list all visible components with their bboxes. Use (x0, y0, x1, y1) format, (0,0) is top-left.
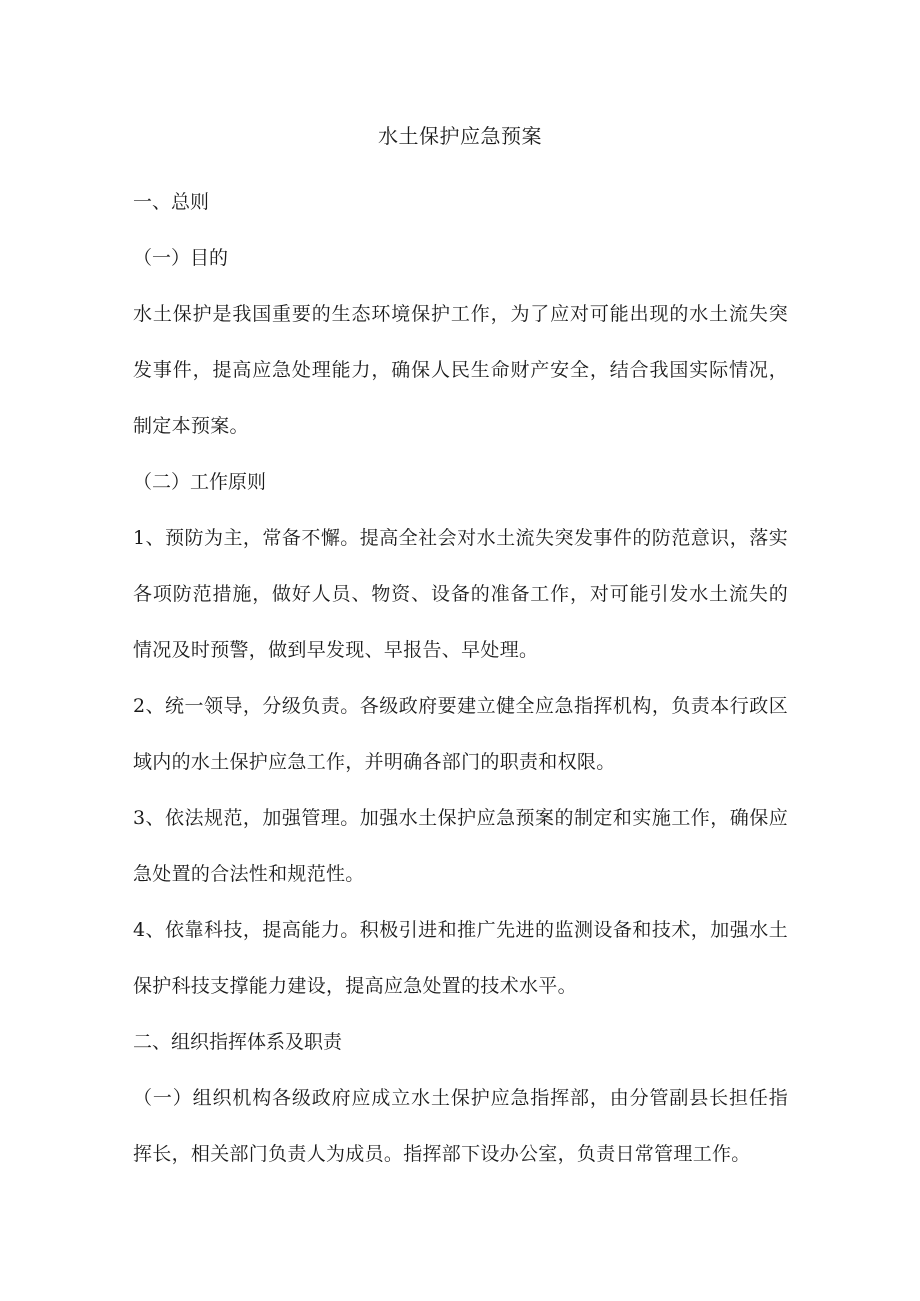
subsection-principles: （二）工作原则 (133, 471, 267, 493)
paragraph-principle-2: 2、统一领导，分级负责。各级政府要建立健全应急指挥机构，负责本行政区域内的水土保护应急工作，并明确各部门的职责和权限。 (133, 695, 788, 773)
paragraph-principle-4: 4、依靠科技，提高能力。积极引进和推广先进的监测设备和技术，加强水土保护科技支撑能力建设，提高应急处置的技术水平。 (133, 919, 788, 997)
section-heading-general: 一、总则 (133, 191, 210, 213)
paragraph-principle-1: 1、预防为主，常备不懈。提高全社会对水土流失突发事件的防范意识，落实各项防范措施，做好人员、物资、设备的准备工作，对可能引发水土流失的情况及时预警，做到早发现、早报告、早处理。 (133, 527, 788, 661)
paragraph-principle-3: 3、依法规范，加强管理。加强水土保护应急预案的制定和实施工作，确保应急处置的合法性和规范性。 (133, 807, 788, 885)
section-heading-organization: 二、组织指挥体系及职责 (133, 1031, 343, 1053)
paragraph-organization: （一）组织机构各级政府应成立水土保护应急指挥部，由分管副县长担任指挥长，相关部门负责人为成员。指挥部下设办公室，负责日常管理工作。 (133, 1087, 788, 1165)
document-title: 水土保护应急预案 (378, 124, 542, 148)
subsection-purpose: （一）目的 (133, 247, 229, 269)
paragraph-purpose: 水土保护是我国重要的生态环境保护工作，为了应对可能出现的水土流失突发事件，提高应急处理能力，确保人民生命财产安全，结合我国实际情况，制定本预案。 (133, 303, 788, 437)
